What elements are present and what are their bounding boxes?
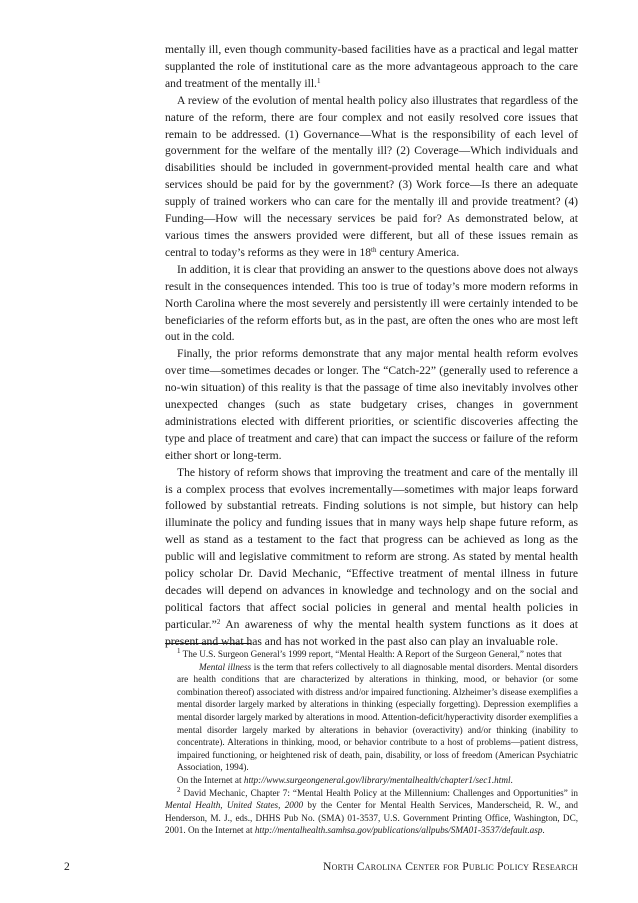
paragraph-2-end: century America. <box>376 245 460 259</box>
footnote-1 <box>165 648 578 661</box>
paragraph-5 <box>165 465 578 651</box>
paragraph-1-text: mentally ill, even though community-based facilities have as a practical and legal matter supplanted the role of institutional care as the more advantageous approach to the care and treatment of the mentally ill. <box>165 43 578 90</box>
footnote-ref-2: 2 <box>216 617 221 626</box>
paragraph-5-end: An awareness of why the mental health system functions as it does at present and what has and has not worked in the past also can play an invaluable role. <box>165 617 578 648</box>
page-footer <box>64 860 578 878</box>
footnote-2-url[interactable]: http://mentalhealth.samhsa.gov/publications/allpubs/SMA01-3537/default.asp <box>254 825 543 836</box>
footnote-1-web-prefix: On the Internet at <box>177 774 244 785</box>
footnote-1-term: Mental illness <box>199 661 252 672</box>
footnote-1-quote <box>177 661 578 787</box>
footnote-2-title: Mental Health, United States, 2000 <box>165 800 304 811</box>
paragraph-2-text: A review of the evolution of mental health policy also illustrates that regardless of the nature of the reform, there are four complex and not easily resolved core issues that remain to be addressed. (1) Governance—What is the responsibility of each level of government for the welfare of the mentally ill? (2) Coverage—Which individuals and disabilities should be included in government-provided mental health care and what services should be paid for by the government? (3) Work force—Is there an adequate supply of trained workers who can care for the mentally ill and provide treatment? (4) Funding—How will the necessary services be paid for? As demonstrated below, at various times the answers provided were different, but all of these issues remain as central to today’s reforms as they were in 18 <box>165 93 578 259</box>
footnotes <box>165 648 578 837</box>
body-text <box>165 42 578 651</box>
paragraph-5-text: The history of reform shows that improving the treatment and care of the mentally ill is a complex process that evolves incrementally—sometimes with major leaps forward followed by substantial retreats. Finding solutions is not simple, but history can help illuminate the policy and funding issues that in many ways help shape future reform, as well as stand as a testament to the fact that progress can be achieved as long as the public will and legislative commitment to reform are strong. As stated by mental health policy scholar Dr. David Mechanic, “Effective treatment of mental illness in future decades will depend on advances in knowledge and technology and on the social and political factors that affect social policies in general and mental health policies in particular.” <box>165 465 578 631</box>
footnote-1-web-suffix: . <box>510 774 513 785</box>
paragraph-3: In addition, it is clear that providing an answer to the questions above does not always result in the consequences intended. This too is true of today’s more modern reforms in North Carolina where the most severely and persistently ill were certainly intended to be beneficiaries of the reform efforts but, as in the past, are often the ones who are most left out in the cold. <box>165 262 578 344</box>
footnote-2-text-c: . <box>542 825 545 836</box>
footnote-rule <box>165 643 251 644</box>
paragraph-4: Finally, the prior reforms demonstrate that any major mental health reform evolves over time—sometimes decades or longer. The “Catch-22” (generally used to reference a no-win situation) of this reality is that the passage of time also inevitably involves other unexpected changes (such as state budgetary crises, changes in government administrations elected with different priorities, or scientific discoveries affecting the type and place of treatment and care) that can impact the success or failure of the reform either short or long-term. <box>165 347 578 462</box>
ordinal-suffix: th <box>371 245 377 254</box>
footnote-1-url[interactable]: http://www.surgeongeneral.gov/library/mentalhealth/chapter1/sec1.html <box>243 774 511 785</box>
paragraph-2 <box>165 93 578 262</box>
footnote-2-number: 2 <box>177 785 181 794</box>
footnote-2 <box>165 787 578 837</box>
page-number: 2 <box>64 860 70 873</box>
footnote-2-text-b: by the Center for Mental Health Services, Manderscheid, R. W., and Henderson, M. J., eds., DHHS Pub No. (SMA) 01-3537, U.S. Government Printing Office, Washington, DC, 2001. On the Internet at <box>165 800 578 836</box>
footnote-2-text-a: David Mechanic, Chapter 7: “Mental Health Policy at the Millennium: Challenges and Opportunities” in <box>180 787 578 798</box>
running-title: North Carolina Center for Public Policy Research <box>323 860 578 873</box>
paragraph-1 <box>165 42 578 93</box>
footnote-ref-1: 1 <box>316 76 321 85</box>
footnote-1-intro: The U.S. Surgeon General’s 1999 report, “Mental Health: A Report of the Surgeon General,” notes that <box>180 649 562 659</box>
footnote-1-quote-text: is the term that refers collectively to all diagnosable mental disorders. Mental disorders are health conditions that are characterized by alterations in thinking, mood, or behavior (or some combination thereof) associated with distress and/or impaired functioning. Alzheimer’s disease exemplifies a mental disorder largely marked by alterations in thinking (especially forgetting). Depression exemplifies a mental disorder largely marked by alterations in mood. Attention-deficit/hyperactivity disorder exemplifies a mental disorder largely marked by alterations in behavior (overactivity) and/or thinking (inability to concentrate). Alterations in thinking, mood, or behavior contribute to a host of problems—patient distress, impaired functioning, or heightened risk of death, pain, disability, or loss of freedom (American Psychiatric Association, 1994). <box>177 661 578 773</box>
footnote-1-number: 1 <box>177 647 181 655</box>
